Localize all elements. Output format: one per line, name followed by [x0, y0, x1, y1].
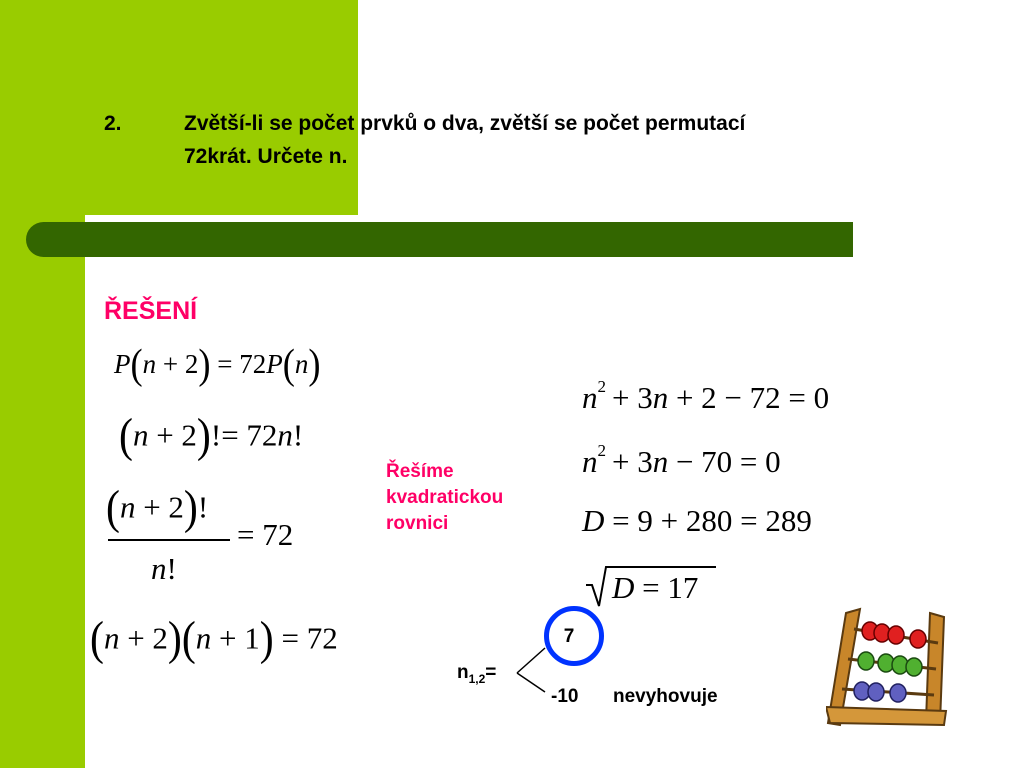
root-value-minus10: -10 — [551, 686, 579, 707]
branch-line-lower — [517, 673, 545, 692]
root-value-7: 7 — [563, 626, 575, 647]
roots-label: $n_{1,2}=$ — [457, 662, 497, 686]
equation-4: (n + 2)(n + 1) = 72 — [90, 612, 338, 666]
equation-2: (n + 2)!= 72n! — [119, 409, 304, 463]
note-line2: kvadratickou — [386, 487, 504, 508]
note-line3: rovnici — [386, 513, 449, 534]
task-number: 2. — [104, 112, 122, 135]
task-text-line2: 72krát. Určete n. — [184, 145, 348, 168]
note-line1: Řešíme — [386, 461, 454, 482]
equation-3-denominator: n! — [151, 551, 177, 586]
equation-right-2: $n^2 + 3n - 70 = 0$ — [582, 440, 781, 479]
sqrt-equation: D = 17 — [612, 570, 699, 605]
task-text-line1: Zvětší-li se počet prvků o dva, zvětší se počet permutací — [184, 112, 746, 135]
abacus-icon — [826, 607, 956, 729]
discriminant-equation: D = 9 + 280 = 289 — [582, 503, 812, 538]
equation-right-1: $n^2 + 3n + 2 - 72 = 0$ — [582, 376, 830, 415]
equation-3-numerator: (n + 2)! — [106, 481, 209, 535]
rejected-root-comment: nevyhovuje — [613, 686, 718, 707]
solution-heading: ŘEŠENÍ — [104, 297, 198, 325]
equation-3-rhs: = 72 — [237, 517, 294, 552]
equation-1: P(n + 2) = 72P(n) — [114, 341, 321, 387]
branch-line-upper — [517, 648, 545, 673]
